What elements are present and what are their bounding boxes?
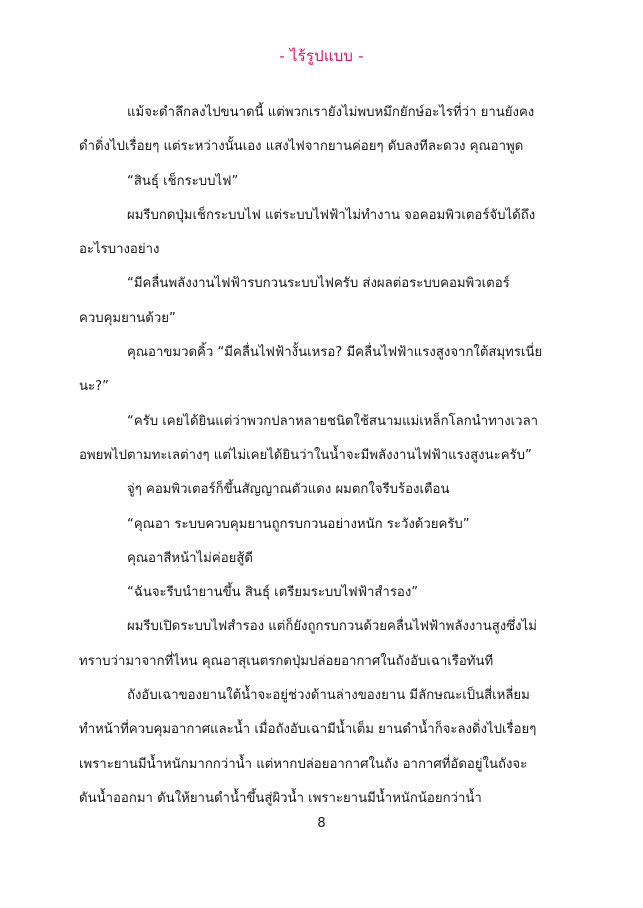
text-line: ถังอับเฉาของยานใต้น้ำจะอยู่ช่วงด้านล่างของยาน มีลักษณะเป็นสี่เหลี่ยม bbox=[127, 688, 530, 704]
text-line: ดันน้ำออกมา ดันให้ยานดำน้ำขึ้นสู่ผิวน้ำ เพราะยานมีน้ำหนักน้อยกว่าน้ำ bbox=[79, 790, 482, 806]
paragraph-11 bbox=[79, 610, 567, 679]
paragraph-5 bbox=[79, 336, 567, 405]
text-line: “ครับ เคยได้ยินแต่ว่าพวกปลาหลายชนิดใช้สนามแม่เหล็กโลกนำทางเวลา bbox=[127, 413, 539, 429]
text-line: ทราบว่ามาจากที่ไหน คุณอาสุเนตรกดปุ่มปล่อยอากาศในถังอับเฉาเรือทันที bbox=[79, 653, 494, 669]
text-line: ควบคุมยานด้วย” bbox=[79, 310, 176, 326]
text-line: อะไรบางอย่าง bbox=[79, 242, 160, 258]
body-text bbox=[79, 96, 567, 816]
paragraph-2 bbox=[79, 165, 567, 199]
paragraph-6 bbox=[79, 405, 567, 474]
text-line: อพยพไปตามทะเลต่างๆ แต่ไม่เคยได้ยินว่าในน้ำจะมีพลังงานไฟฟ้าแรงสูงนะครับ” bbox=[79, 447, 532, 463]
text-line: คุณอาขมวดคิ้ว “มีคลื่นไฟฟ้างั้นเหรอ? มีคลื่นไฟฟ้าแรงสูงจากใต้สมุทรเนี่ย bbox=[127, 345, 543, 361]
text-line: ผมรีบเปิดระบบไฟสำรอง แต่ก็ยังถูกรบกวนด้วยคลื่นไฟฟ้าพลังงานสูงซึ่งไม่ bbox=[127, 619, 537, 635]
text-line: นะ?” bbox=[79, 379, 109, 395]
page-number: 8 bbox=[317, 816, 326, 831]
text-line: แม้จะดำลึกลงไปขนาดนี้ แต่พวกเรายังไม่พบหมึกยักษ์อะไรที่ว่า ยานยังคง bbox=[127, 105, 535, 120]
paragraph-9 bbox=[79, 542, 567, 576]
text-line: ทำหน้าที่ควบคุมอากาศและน้ำ เมื่อถังอับเฉามีน้ำเต็ม ยานดำน้ำก็จะลงดิ่งไปเรื่อยๆ bbox=[79, 722, 537, 738]
text-line: “คุณอา ระบบควบคุมยานถูกรบกวนอย่างหนัก ระวังด้วยครับ” bbox=[127, 516, 470, 532]
text-line: “สินธุ์ เช็กระบบไฟ” bbox=[127, 173, 239, 189]
running-header: - ไร้รูปแบบ - bbox=[279, 47, 364, 65]
text-line: ดำดิ่งไปเรื่อยๆ แต่ระหว่างนั้นเอง แสงไฟจากยานค่อยๆ ดับลงทีละดวง คุณอาพูด bbox=[79, 139, 524, 155]
paragraph-10 bbox=[79, 576, 567, 610]
text-line: จู่ๆ คอมพิวเตอร์ก็ขึ้นสัญญาณตัวแดง ผมตกใจรีบร้องเตือน bbox=[127, 482, 450, 498]
text-line: “มีคลื่นพลังงานไฟฟ้ารบกวนระบบไฟครับ ส่งผลต่อระบบคอมพิวเตอร์ bbox=[127, 276, 510, 292]
paragraph-4 bbox=[79, 267, 567, 336]
text-line: ผมรีบกดปุ่มเช็กระบบไฟ แต่ระบบไฟฟ้าไม่ทำงาน จอคอมพิวเตอร์จับได้ถึง bbox=[127, 207, 536, 223]
text-line: “ฉันจะรีบนำยานขึ้น สินธุ์ เตรียมระบบไฟฟ้าสำรอง” bbox=[127, 585, 419, 601]
paragraph-3 bbox=[79, 199, 567, 268]
text-line: เพราะยานมีน้ำหนักมากกว่าน้ำ แต่หากปล่อยอากาศในถัง อากาศที่อัดอยู่ในถังจะ bbox=[79, 756, 528, 772]
paragraph-7 bbox=[79, 473, 567, 507]
paragraph-1 bbox=[79, 96, 567, 165]
paragraph-12 bbox=[79, 679, 567, 816]
paragraph-8 bbox=[79, 508, 567, 542]
text-line: คุณอาสีหน้าไม่ค่อยสู้ดี bbox=[127, 550, 253, 566]
